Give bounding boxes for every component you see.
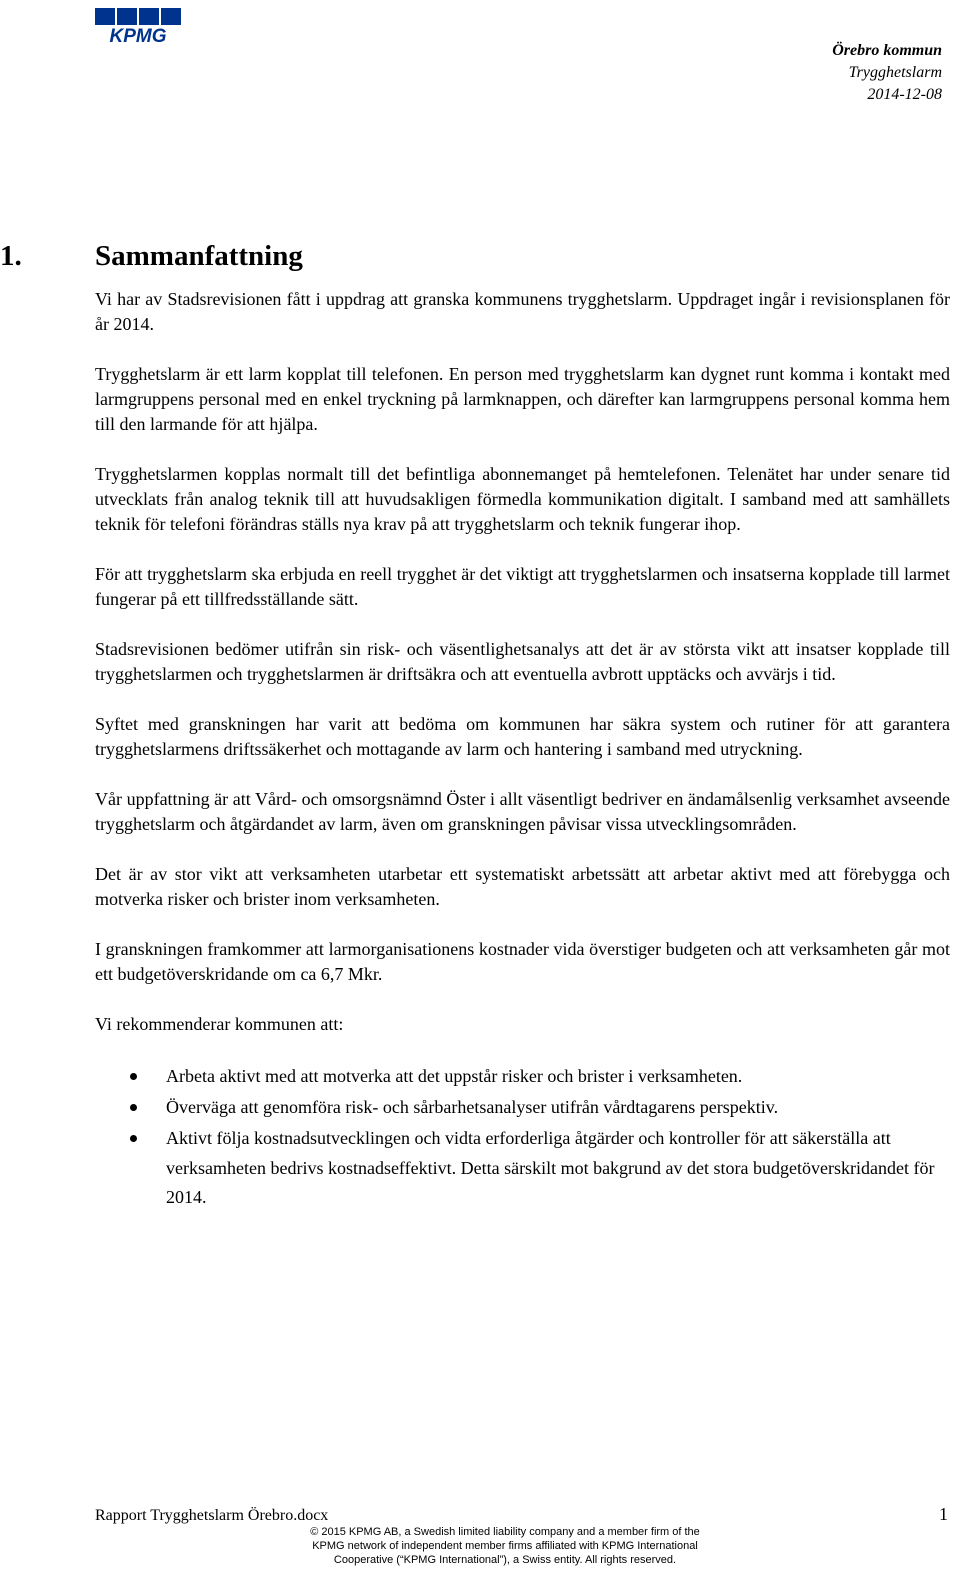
paragraph: Det är av stor vikt att verksamheten utarbetar ett systematiskt arbetssätt att arbetar aktivt med att förebygga och motverka risker och brister inom verksamheten. xyxy=(95,864,950,909)
bullet-icon xyxy=(130,1073,137,1080)
kpmg-logo xyxy=(92,6,184,46)
section-number: 1. xyxy=(0,240,22,272)
list-item-text: Överväga att genomföra risk- och sårbarhetsanalyser utifrån vårdtagarens perspektiv. xyxy=(166,1097,779,1117)
list-item-text: Aktivt följa kostnadsutvecklingen och vidta erforderliga åtgärder och kontroller för att säkerställa att verksamheten bedrivs kostnadseffektivt. Detta särskilt mot bakgrund av det stora budgetöverskridandet för 2014. xyxy=(166,1128,935,1207)
document-header xyxy=(832,40,942,106)
recommendation-list xyxy=(95,1062,950,1213)
footer-copyright xyxy=(290,1525,720,1567)
header-subject: Trygghetslarm xyxy=(848,64,942,81)
list-item xyxy=(0,1093,950,1123)
header-date: 2014-12-08 xyxy=(867,86,942,103)
paragraph: Trygghetslarm är ett larm kopplat till telefonen. En person med trygghetslarm kan dygnet runt komma i kontakt med larmgruppens personal med en enkel tryckning på larmknappen, och därefter kan larmgruppens personal komma hem till den larmande för att hjälpa. xyxy=(95,364,950,434)
header-organization: Örebro kommun xyxy=(832,42,942,59)
section-title: Sammanfattning xyxy=(95,240,303,272)
bullet-icon xyxy=(130,1135,137,1142)
paragraph: Vi har av Stadsrevisionen fått i uppdrag att granska kommunens trygghetslarm. Uppdraget ingår i revisionsplanen för år 2014. xyxy=(95,289,950,334)
copyright-line: KPMG network of independent member firms affiliated with KPMG International xyxy=(312,1540,698,1552)
paragraph: Vi rekommenderar kommunen att: xyxy=(95,1014,344,1034)
kpmg-logo-graphic xyxy=(92,6,184,46)
list-item-text: Arbeta aktivt med att motverka att det uppstår risker och brister i verksamheten. xyxy=(166,1066,743,1086)
paragraph: För att trygghetslarm ska erbjuda en reell trygghet är det viktigt att trygghetslarmen och insatserna kopplade till larmet fungerar på ett tillfredsställande sätt. xyxy=(95,564,950,609)
document-body xyxy=(95,287,950,1214)
bullet-icon xyxy=(130,1104,137,1111)
footer-page-number: 1 xyxy=(939,1504,948,1524)
copyright-line: Cooperative (“KPMG International”), a Swiss entity. All rights reserved. xyxy=(333,1554,677,1566)
paragraph: Stadsrevisionen bedömer utifrån sin risk- och väsentlighetsanalys att det är av största vikt att insatser kopplade till trygghetslarmen och trygghetslarmen är driftsäkra och att eventuella avbrott upptäcks och avvärjs i tid. xyxy=(95,639,950,684)
footer-filename: Rapport Trygghetslarm Örebro.docx xyxy=(95,1507,329,1524)
list-item xyxy=(0,1062,950,1092)
paragraph: Trygghetslarmen kopplas normalt till det befintliga abonnemanget på hemtelefonen. Telenätet har under senare tid utvecklats från analog teknik till att huvudsakligen förmedla kommunikation digitalt. I samband med att samhällets teknik för telefoni förändras ställs nya krav på att trygghetslarm och teknik fungerar ihop. xyxy=(95,464,950,534)
list-item xyxy=(0,1124,950,1213)
paragraph: Vår uppfattning är att Vård- och omsorgsnämnd Öster i allt väsentligt bedriver en ändamålsenlig verksamhet avseende trygghetslarm och åtgärdandet av larm, även om granskningen påvisar vissa utvecklingsområden. xyxy=(95,789,950,834)
copyright-line: © 2015 KPMG AB, a Swedish limited liability company and a member firm of the xyxy=(310,1526,700,1538)
svg-text:KPMG: KPMG xyxy=(109,26,167,46)
paragraph: I granskningen framkommer att larmorganisationens kostnader vida överstiger budgeten och att verksamheten går mot ett budgetöverskridande om ca 6,7 Mkr. xyxy=(95,939,950,984)
paragraph: Syftet med granskningen har varit att bedöma om kommunen har säkra system och rutiner för att garantera trygghetslarmens driftssäkerhet och mottagande av larm och hantering i samband med utryckning. xyxy=(95,714,950,759)
